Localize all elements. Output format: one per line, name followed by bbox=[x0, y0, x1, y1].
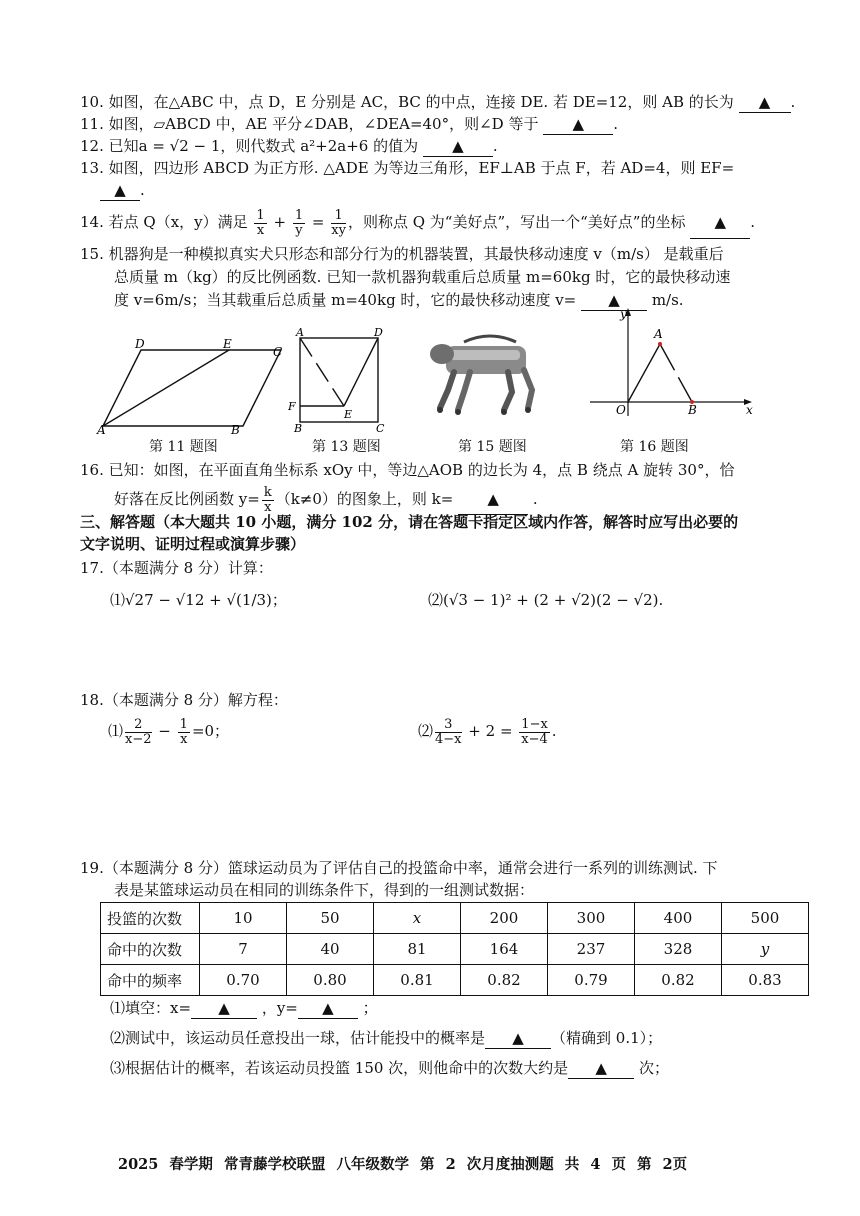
q18-p1-frac-2: $\frac{1}{x}$ bbox=[179, 716, 188, 747]
q10-answer-blank: ▲ bbox=[739, 92, 791, 113]
q19-y-blank: ▲ bbox=[298, 998, 358, 1019]
table-row: 命中的次数 7 40 81 164 237 328 y bbox=[101, 934, 809, 965]
fig11-label-C: C bbox=[273, 345, 283, 359]
q19-data-table bbox=[100, 902, 809, 996]
q17-part-2: ⑵(√3 − 1)² + (2 + √2)(2 − √2). bbox=[428, 591, 664, 609]
fig11-label-A: A bbox=[97, 423, 106, 434]
q19-x-blank: ▲ bbox=[191, 998, 257, 1019]
q19-count-blank: ▲ bbox=[568, 1058, 634, 1079]
fig11-label-D: D bbox=[135, 338, 145, 351]
question-11: 11. 如图，▱ABCD 中，AE 平分∠DAB，∠DEA=40°，则∠D 等于 ▲ . bbox=[80, 115, 619, 133]
question-19-line2: 表是某篮球运动员在相同的训练条件下，得到的一组测试数据： bbox=[114, 881, 535, 899]
question-15: 15. 机器狗是一种模拟真实犬只形态和部分行为的机器装置，其最快移动速度 v（m/s） 是载重后 bbox=[80, 245, 724, 263]
q14-frac-1: $\frac{1}{x}$ bbox=[256, 207, 265, 238]
question-17-title: 17.（本题满分 8 分）计算： bbox=[80, 559, 273, 577]
fig16-caption: 第 16 题图 bbox=[620, 439, 689, 455]
q14-frac-2: $\frac{1}{y}$ bbox=[294, 207, 304, 238]
fig13-label-E: E bbox=[344, 408, 353, 421]
fig13-label-A: A bbox=[296, 326, 304, 339]
fig11-label-E: E bbox=[223, 338, 232, 351]
question-14: 14. 若点 Q（x，y）满足 $\frac{1}{x}$ + $\frac{1}{y}$ = $\frac{1}{xy}$ ，则称点 Q 为“美好点”，写出一个“美好点”的坐标 ▲ . bbox=[80, 207, 756, 238]
question-13 bbox=[80, 158, 734, 178]
fig15-caption: 第 15 题图 bbox=[458, 439, 527, 455]
fig13-label-F: F bbox=[288, 400, 296, 413]
q16-answer-blank: ▲ bbox=[458, 484, 528, 515]
fig16-label-O: O bbox=[616, 403, 626, 417]
question-10: 10. 如图，在△ABC 中，点 D，E 分别是 AC，BC 的中点，连接 DE. 若 DE=12，则 AB 的长为 ▲ . bbox=[80, 93, 796, 111]
q13-answer-blank: ▲ bbox=[100, 180, 140, 201]
question-15-line2: 总质量 m（kg）的反比例函数. 已知一款机器狗载重后总质量 m=60kg 时，它的最快移动速 bbox=[114, 268, 731, 286]
q18-part-1: ⑴ $\frac{2}{x-2}$ − $\frac{1}{x}$ =0； bbox=[108, 716, 230, 747]
question-12: 12. 已知a = √2 − 1，则代数式 a²+2a+6 的值为 ▲ . bbox=[80, 137, 498, 155]
q11-answer-blank: ▲ bbox=[543, 114, 613, 135]
fig13-label-C: C bbox=[376, 422, 385, 435]
table-row: 命中的频率 0.70 0.80 0.81 0.82 0.79 0.82 0.83 bbox=[101, 965, 809, 996]
q15-answer-blank: ▲ bbox=[581, 290, 647, 311]
q19-sub-2: ⑵测试中，该运动员任意投出一球，估计能投中的概率是 ▲ （精确到 0.1）； bbox=[110, 1029, 663, 1047]
q18-p1-frac-1: $\frac{2}{x-2}$ bbox=[125, 716, 152, 747]
q11-text: 11. 如图，▱ABCD 中，AE 平分∠DAB，∠DEA=40°，则∠D 等于 bbox=[80, 115, 539, 133]
q17-part-1: ⑴√27 − √12 + √(1/3)； bbox=[110, 591, 287, 609]
q14-answer-blank: ▲ bbox=[690, 206, 750, 239]
fig16-label-x: x bbox=[746, 403, 753, 417]
question-15-line3: 度 v=6m/s；当其载重后总质量 m=40kg 时，它的最快移动速度 v= ▲ m/s. bbox=[114, 291, 684, 309]
fig16-label-y: y bbox=[620, 307, 627, 321]
q19-probability-blank: ▲ bbox=[485, 1028, 551, 1049]
q12-text: 12. 已知a = √2 − 1，则代数式 a²+2a+6 的值为 bbox=[80, 137, 419, 155]
section-3-heading-cont: 文字说明、证明过程或演算步骤） bbox=[80, 535, 306, 553]
question-19: 19.（本题满分 8 分）篮球运动员为了评估自己的投篮命中率，通常会进行一系列的训练测试. 下 bbox=[80, 859, 718, 877]
q18-p2-frac-1: $\frac{3}{4-x}$ bbox=[435, 716, 462, 747]
q18-p2-frac-2: $\frac{1-x}{x-4}$ bbox=[521, 716, 548, 747]
q14-frac-3: $\frac{1}{xy}$ bbox=[331, 207, 346, 238]
table-row: 投篮的次数 10 50 x 200 300 400 500 bbox=[101, 903, 809, 934]
question-16-line2: 好落在反比例函数 y= $\frac{k}{x}$ （k≠0）的图象上，则 k= ▲ . bbox=[114, 484, 538, 515]
q12-answer-blank: ▲ bbox=[423, 136, 493, 157]
section-3-heading: 三、解答题（本大题共 10 小题，满分 102 分，请在答题卡指定区域内作答，解答时应写出必要的 bbox=[80, 513, 739, 531]
fig11-caption: 第 11 题图 bbox=[149, 439, 218, 455]
q19-sub-1: ⑴填空：x= ▲ ，y= ▲ ； bbox=[110, 999, 378, 1017]
figure-16-coordinate-triangle bbox=[586, 306, 756, 426]
figure-15-robot-dog-image bbox=[420, 330, 560, 420]
fig13-caption: 第 13 题图 bbox=[312, 439, 381, 455]
question-18-title: 18.（本题满分 8 分）解方程： bbox=[80, 691, 288, 709]
fig16-label-A: A bbox=[654, 327, 663, 341]
fig13-label-B: B bbox=[294, 422, 303, 435]
question-13-cont: ▲ . bbox=[100, 180, 145, 201]
figure-11-parallelogram bbox=[95, 338, 285, 434]
fig11-label-B: B bbox=[231, 423, 240, 434]
q19-sub-3: ⑶根据估计的概率，若该运动员投篮 150 次，则他命中的次数大约是 ▲ 次； bbox=[110, 1059, 669, 1077]
figure-13-square bbox=[288, 326, 388, 436]
fig13-label-D: D bbox=[374, 326, 383, 339]
question-16: 16. 已知：如图，在平面直角坐标系 xOy 中，等边△AOB 的边长为 4，点 B 绕点 A 旋转 30°，恰 bbox=[80, 461, 735, 479]
fig16-label-B: B bbox=[688, 403, 697, 417]
q10-text: 10. 如图，在△ABC 中，点 D，E 分别是 AC，BC 的中点，连接 DE. 若 DE=12，则 AB 的长为 bbox=[80, 93, 734, 111]
q13-text: 13. 如图，四边形 ABCD 为正方形. △ADE 为等边三角形，EF⊥AB 于点 F，若 AD=4，则 EF= bbox=[80, 159, 735, 177]
page-footer: 2025 春学期 常青藤学校联盟 八年级数学 第 2 次月度抽测题 共 4 页 第 2页 bbox=[118, 1156, 688, 1173]
q16-frac: $\frac{k}{x}$ bbox=[263, 484, 272, 515]
q18-part-2: ⑵ $\frac{3}{4-x}$ + 2 = $\frac{1-x}{x-4}$ . bbox=[418, 716, 557, 747]
